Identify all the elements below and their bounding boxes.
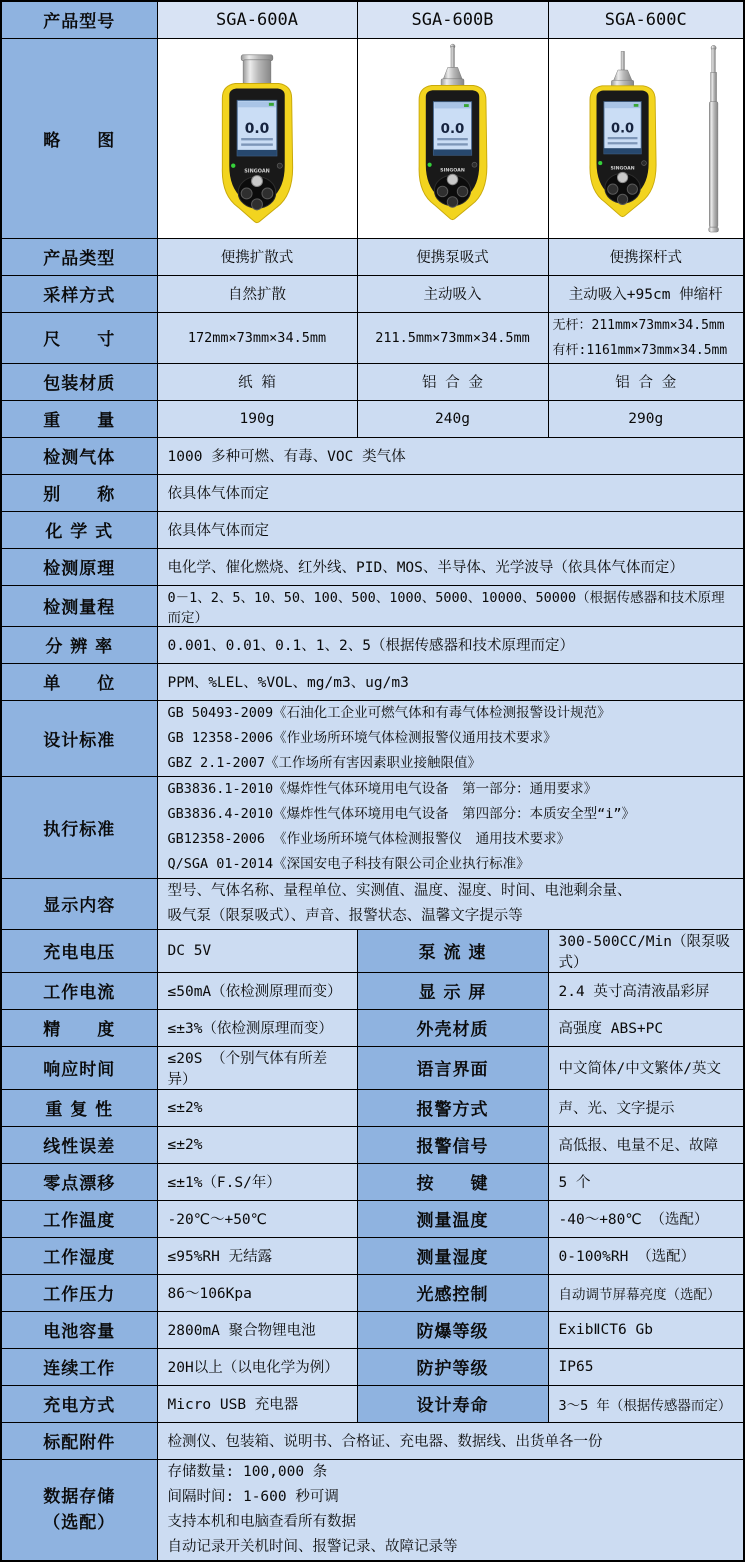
label-unit: 单 位 — [1, 663, 157, 700]
label-packaging-material: 包装材质 — [1, 363, 157, 400]
table-row — [1, 929, 744, 972]
brand-label: SINGOAN — [439, 168, 465, 174]
table-row — [1, 776, 744, 878]
status-led-icon — [598, 161, 602, 165]
device-a-illustration — [159, 39, 356, 237]
label-protection-rating: 防护等级 — [357, 1348, 548, 1385]
value-charging-method: Micro USB 充电器 — [157, 1385, 357, 1422]
value-alias: 依具体气体而定 — [157, 474, 744, 511]
label-dimensions: 尺 寸 — [1, 312, 157, 363]
value-packaging-c: 铝 合 金 — [548, 363, 744, 400]
value-measuring-humidity: 0-100%RH （选配） — [548, 1237, 744, 1274]
table-row — [1, 700, 744, 776]
value-product-type-c: 便携探杆式 — [548, 238, 744, 275]
header-product-model-label: 产品型号 — [1, 1, 157, 38]
data-storage-line: 支持本机和电脑查看所有数据 — [167, 1513, 356, 1530]
label-alarm-mode: 报警方式 — [357, 1089, 548, 1126]
value-weight-c: 290g — [548, 400, 744, 437]
value-explosion-proof-rating: ExibⅡCT6 Gb — [548, 1311, 744, 1348]
execution-standard-line: GB3836.1-2010《爆炸性气体环境用电气设备 第一部分：通用要求》 — [167, 781, 598, 797]
dimensions-c-line1: 无杆：211mm×73mm×34.5mm — [552, 317, 725, 333]
value-resolution: 0.001、0.01、0.1、1、2、5（根据传感器和技术原理而定） — [157, 626, 744, 663]
value-housing-material: 高强度 ABS+PC — [548, 1009, 744, 1046]
value-product-type-b: 便携泵吸式 — [357, 238, 548, 275]
header-model-b: SGA-600B — [357, 1, 548, 38]
label-sampling-method: 采样方式 — [1, 275, 157, 312]
data-storage-line: 存储数量: 100,000 条 — [167, 1463, 328, 1480]
value-detection-range: 0－1、2、5、10、50、100、500、1000、5000、10000、50000（根据传感器和技术原理而定） — [157, 585, 744, 626]
value-working-current: ≤50mA（依检测原理而变） — [157, 972, 357, 1009]
label-display-screen: 显 示 屏 — [357, 972, 548, 1009]
label-display-content: 显示内容 — [1, 878, 157, 929]
design-standard-line: GB 50493-2009《石油化工企业可燃气体和有毒气体检测报警设计规范》 — [167, 704, 611, 721]
value-accuracy: ≤±3%（依检测原理而变） — [157, 1009, 357, 1046]
table-row — [1, 1163, 744, 1200]
execution-standard-line: GB3836.4-2010《爆炸性气体环境用电气设备 第四部分：本质安全型“i”》 — [167, 806, 636, 822]
label-charging-voltage: 充电电压 — [1, 929, 157, 972]
value-accessories: 检测仪、包装箱、说明书、合格证、充电器、数据线、出货单各一份 — [157, 1422, 744, 1459]
label-detection-principle: 检测原理 — [1, 548, 157, 585]
table-row — [1, 474, 744, 511]
label-battery-capacity: 电池容量 — [1, 1311, 157, 1348]
table-row — [1, 1311, 744, 1348]
design-standard-line: GB 12358-2006《作业场所环境气体检测报警仪通用技术要求》 — [167, 729, 557, 746]
table-row — [1, 1009, 744, 1046]
dimensions-c-line2: 有杆:1161mm×73mm×34.5mm — [552, 342, 728, 358]
value-display-screen: 2.4 英寸高清液晶彩屏 — [548, 972, 744, 1009]
lcd-reading: 0.0 — [244, 121, 269, 138]
label-pump-flow-rate: 泵 流 速 — [357, 929, 548, 972]
label-response-time: 响应时间 — [1, 1046, 157, 1089]
value-unit: PPM、%LEL、%VOL、mg/m3、ug/m3 — [157, 663, 744, 700]
status-led-icon — [231, 164, 235, 168]
device-with-probe — [590, 51, 656, 216]
header-model-c: SGA-600C — [548, 1, 744, 38]
table-row — [1, 626, 744, 663]
value-weight-a: 190g — [157, 400, 357, 437]
table-row — [1, 275, 744, 312]
sensor-cap-icon — [241, 55, 273, 85]
table-row — [1, 238, 744, 275]
label-language-interface: 语言界面 — [357, 1046, 548, 1089]
display-content-line: 型号、气体名称、量程单位、实测值、温度、湿度、时间、电池剩余量、 — [167, 882, 632, 899]
table-row — [1, 38, 744, 238]
data-storage-line: 间隔时间: 1-600 秒可调 — [167, 1488, 339, 1505]
value-buttons: 5 个 — [548, 1163, 744, 1200]
pump-probe-icon — [441, 44, 464, 87]
value-response-time: ≤20S （个别气体有所差异） — [157, 1046, 357, 1089]
brand-label: SINGOAN — [610, 166, 635, 172]
label-weight: 重 量 — [1, 400, 157, 437]
data-storage-line: 自动记录开关机时间、报警记录、故障记录等 — [167, 1538, 458, 1555]
product-photo-sga-600b — [357, 38, 548, 238]
label-design-life: 设计寿命 — [357, 1385, 548, 1422]
value-target-gas: 1000 多种可燃、有毒、VOC 类气体 — [157, 437, 744, 474]
value-sampling-a: 自然扩散 — [157, 275, 357, 312]
label-accessories: 标配附件 — [1, 1422, 157, 1459]
value-language-interface: 中文简体/中文繁体/英文 — [548, 1046, 744, 1089]
table-row — [1, 1459, 744, 1561]
value-detection-principle: 电化学、催化燃烧、红外线、PID、MOS、半导体、光学波导（依具体气体而定） — [157, 548, 744, 585]
label-execution-standard: 执行标准 — [1, 776, 157, 878]
table-row — [1, 1422, 744, 1459]
value-working-pressure: 86～106Kpa — [157, 1274, 357, 1311]
value-linearity-error: ≤±2% — [157, 1126, 357, 1163]
value-chemical-formula: 依具体气体而定 — [157, 511, 744, 548]
value-light-sensing-control: 自动调节屏幕亮度（选配） — [548, 1274, 744, 1311]
label-alias: 别 称 — [1, 474, 157, 511]
label-product-type: 产品类型 — [1, 238, 157, 275]
label-accuracy: 精 度 — [1, 1009, 157, 1046]
value-display-content — [157, 878, 744, 929]
value-data-storage — [157, 1459, 744, 1561]
label-light-sensing-control: 光感控制 — [357, 1274, 548, 1311]
label-alarm-signal: 报警信号 — [357, 1126, 548, 1163]
label-housing-material: 外壳材质 — [357, 1009, 548, 1046]
table-row — [1, 585, 744, 626]
value-continuous-working: 20H以上（以电化学为例） — [157, 1348, 357, 1385]
value-packaging-a: 纸 箱 — [157, 363, 357, 400]
value-sampling-b: 主动吸入 — [357, 275, 548, 312]
table-row — [1, 1126, 744, 1163]
table-row — [1, 1046, 744, 1089]
data-storage-label-line2: （选配） — [43, 1512, 116, 1533]
header-model-a: SGA-600A — [157, 1, 357, 38]
table-row — [1, 1385, 744, 1422]
label-design-standard: 设计标准 — [1, 700, 157, 776]
label-buttons: 按 键 — [357, 1163, 548, 1200]
table-row — [1, 437, 744, 474]
data-storage-label-line1: 数据存储 — [43, 1486, 116, 1507]
table-row — [1, 1348, 744, 1385]
value-sampling-c: 主动吸入+95cm 伸缩杆 — [548, 275, 744, 312]
value-design-standard — [157, 700, 744, 776]
execution-standard-line: Q/SGA 01-2014《深国安电子科技有限公司企业执行标准》 — [167, 856, 530, 872]
value-battery-capacity: 2800mA 聚合物锂电池 — [157, 1311, 357, 1348]
device-screen — [433, 102, 471, 155]
label-zero-drift: 零点漂移 — [1, 1163, 157, 1200]
label-measuring-humidity: 测量湿度 — [357, 1237, 548, 1274]
table-row — [1, 1200, 744, 1237]
label-detection-range: 检测量程 — [1, 585, 157, 626]
table-row — [1, 878, 744, 929]
label-continuous-working: 连续工作 — [1, 1348, 157, 1385]
display-content-line: 吸气泵（限泵吸式）、声音、报警状态、温馨文字提示等 — [167, 907, 523, 924]
value-dimensions-c — [548, 312, 744, 363]
value-measuring-temperature: -40～+80℃ （选配） — [548, 1200, 744, 1237]
table-row — [1, 511, 744, 548]
power-button-icon — [642, 161, 647, 166]
value-design-life: 3～5 年（根据传感器而定） — [548, 1385, 744, 1422]
table-row — [1, 1089, 744, 1126]
power-button-icon — [277, 163, 282, 168]
label-data-storage — [1, 1459, 157, 1561]
device-c-illustration — [549, 39, 742, 237]
label-working-current: 工作电流 — [1, 972, 157, 1009]
value-pump-flow-rate: 300-500CC/Min（限泵吸式） — [548, 929, 744, 972]
label-resolution: 分 辨 率 — [1, 626, 157, 663]
value-working-humidity: ≤95%RH 无结露 — [157, 1237, 357, 1274]
label-working-humidity: 工作湿度 — [1, 1237, 157, 1274]
value-dimensions-a: 172mm×73mm×34.5mm — [157, 312, 357, 363]
status-led-icon — [427, 163, 431, 167]
table-row — [1, 972, 744, 1009]
table-row — [1, 548, 744, 585]
lcd-reading: 0.0 — [440, 122, 464, 138]
brand-label: SINGOAN — [243, 168, 270, 175]
sketch-label: 略 图 — [1, 38, 157, 238]
label-working-temperature: 工作温度 — [1, 1200, 157, 1237]
product-photo-sga-600a — [157, 38, 357, 238]
label-working-pressure: 工作压力 — [1, 1274, 157, 1311]
table-row — [1, 1, 744, 38]
value-alarm-signal: 高低报、电量不足、故障 — [548, 1126, 744, 1163]
label-charging-method: 充电方式 — [1, 1385, 157, 1422]
value-working-temperature: -20℃～+50℃ — [157, 1200, 357, 1237]
value-execution-standard — [157, 776, 744, 878]
telescopic-probe-icon — [709, 45, 719, 232]
label-repeatability: 重 复 性 — [1, 1089, 157, 1126]
label-measuring-temperature: 测量温度 — [357, 1200, 548, 1237]
device-screen — [237, 100, 277, 155]
pump-probe-icon — [612, 51, 634, 87]
value-zero-drift: ≤±1%（F.S/年） — [157, 1163, 357, 1200]
table-row — [1, 363, 744, 400]
table-row — [1, 400, 744, 437]
table-row — [1, 312, 744, 363]
device-screen — [604, 102, 641, 154]
product-photo-sga-600c — [548, 38, 744, 238]
label-target-gas: 检测气体 — [1, 437, 157, 474]
label-linearity-error: 线性误差 — [1, 1126, 157, 1163]
label-explosion-proof-rating: 防爆等级 — [357, 1311, 548, 1348]
lcd-reading: 0.0 — [611, 121, 635, 137]
label-chemical-formula: 化 学 式 — [1, 511, 157, 548]
table-row — [1, 1237, 744, 1274]
device-b-illustration — [359, 39, 547, 237]
power-button-icon — [471, 162, 476, 167]
value-dimensions-b: 211.5mm×73mm×34.5mm — [357, 312, 548, 363]
design-standard-line: GBZ 2.1-2007《工作场所有害因素职业接触限值》 — [167, 754, 482, 771]
value-weight-b: 240g — [357, 400, 548, 437]
table-row — [1, 663, 744, 700]
table-row — [1, 1274, 744, 1311]
value-charging-voltage: DC 5V — [157, 929, 357, 972]
value-alarm-mode: 声、光、文字提示 — [548, 1089, 744, 1126]
value-repeatability: ≤±2% — [157, 1089, 357, 1126]
value-protection-rating: IP65 — [548, 1348, 744, 1385]
execution-standard-line: GB12358-2006 《作业场所环境气体检测报警仪 通用技术要求》 — [167, 831, 571, 847]
value-product-type-a: 便携扩散式 — [157, 238, 357, 275]
value-packaging-b: 铝 合 金 — [357, 363, 548, 400]
